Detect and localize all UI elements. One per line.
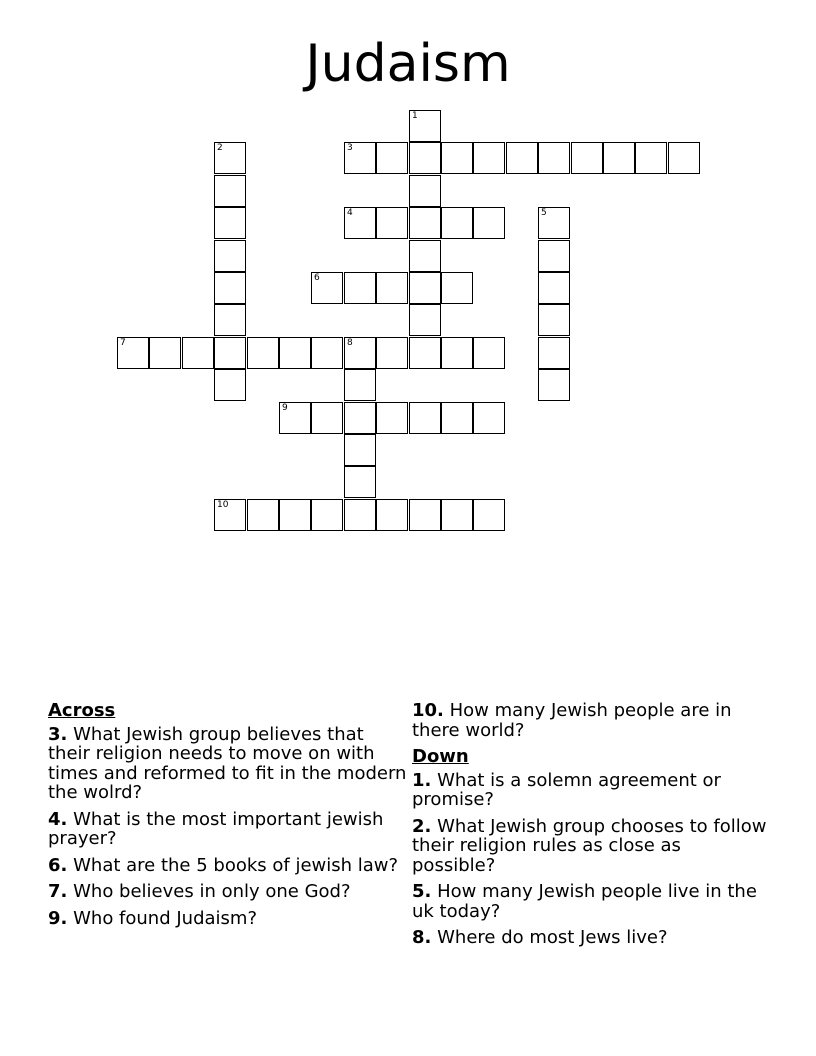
crossword-cell[interactable] — [409, 240, 441, 272]
clue-down-1 — [412, 771, 767, 810]
crossword-cell[interactable] — [441, 142, 473, 174]
crossword-cell[interactable] — [603, 142, 635, 174]
crossword-cell[interactable] — [344, 402, 376, 434]
crossword-cell[interactable] — [214, 142, 246, 174]
crossword-cell[interactable] — [538, 337, 570, 369]
clue-text: How many Jewish people are in there world? — [412, 700, 732, 741]
cell-number: 6 — [314, 273, 320, 283]
clue-number: 9. — [48, 907, 68, 929]
crossword-cell[interactable] — [311, 402, 343, 434]
crossword-cell[interactable] — [344, 207, 376, 239]
down-heading: Down — [412, 746, 469, 767]
clue-text: Who believes in only one God? — [73, 881, 351, 902]
clue-across-10 — [412, 701, 767, 740]
crossword-cell[interactable] — [182, 337, 214, 369]
crossword-cell[interactable] — [376, 272, 408, 304]
crossword-cell[interactable] — [376, 499, 408, 531]
clues-left-column — [48, 701, 408, 935]
crossword-cell[interactable] — [247, 337, 279, 369]
crossword-cell[interactable] — [538, 142, 570, 174]
clue-text: How many Jewish people live in the uk today? — [412, 881, 757, 922]
crossword-cell[interactable] — [344, 142, 376, 174]
clue-text: Where do most Jews live? — [437, 927, 668, 948]
clue-down-5 — [412, 882, 767, 921]
clue-text: Who found Judaism? — [73, 907, 258, 929]
crossword-cell[interactable] — [344, 272, 376, 304]
clue-number: 6. — [48, 854, 68, 876]
crossword-cell[interactable] — [214, 240, 246, 272]
crossword-cell[interactable] — [344, 337, 376, 369]
cell-number: 7 — [120, 338, 126, 348]
crossword-cell[interactable] — [279, 337, 311, 369]
across-heading: Across — [48, 700, 116, 721]
crossword-cell[interactable] — [214, 337, 246, 369]
clue-across-6 — [48, 856, 408, 876]
clue-across-4 — [48, 810, 408, 849]
cell-number: 1 — [412, 111, 418, 121]
clue-number: 1. — [412, 769, 432, 791]
crossword-cell[interactable] — [409, 337, 441, 369]
clues-right-column — [412, 701, 767, 955]
clue-number: 10. — [412, 700, 444, 721]
clue-number: 2. — [412, 815, 432, 837]
crossword-cell[interactable] — [635, 142, 667, 174]
crossword-cell[interactable] — [117, 337, 149, 369]
clue-text: What are the 5 books of jewish law? — [73, 854, 399, 876]
crossword-cell[interactable] — [538, 207, 570, 239]
crossword-cell[interactable] — [441, 337, 473, 369]
clue-number: 7. — [48, 881, 68, 902]
clue-text: What Jewish group chooses to follow their religion rules as close as possible? — [412, 815, 767, 876]
page-title: Judaism — [305, 34, 511, 94]
crossword-cell[interactable] — [344, 466, 376, 498]
crossword-cell[interactable] — [441, 272, 473, 304]
crossword-cell[interactable] — [409, 304, 441, 336]
crossword-cell[interactable] — [473, 499, 505, 531]
cell-number: 10 — [217, 500, 229, 510]
crossword-cell[interactable] — [538, 240, 570, 272]
clue-text: What is a solemn agreement or promise? — [412, 769, 721, 810]
cell-number: 4 — [347, 208, 353, 218]
crossword-cell[interactable] — [668, 142, 700, 174]
crossword-cell[interactable] — [214, 272, 246, 304]
crossword-cell[interactable] — [473, 402, 505, 434]
crossword-cell[interactable] — [376, 142, 408, 174]
crossword-cell[interactable] — [344, 434, 376, 466]
crossword-cell[interactable] — [441, 402, 473, 434]
cell-number: 2 — [217, 143, 223, 153]
crossword-cell[interactable] — [571, 142, 603, 174]
crossword-cell[interactable] — [311, 272, 343, 304]
cell-number: 8 — [347, 338, 353, 348]
crossword-cell[interactable] — [311, 337, 343, 369]
crossword-cell[interactable] — [473, 337, 505, 369]
cell-number: 5 — [541, 208, 547, 218]
crossword-cell[interactable] — [149, 337, 181, 369]
clue-across-9 — [48, 909, 408, 929]
crossword-cell[interactable] — [279, 402, 311, 434]
crossword-cell[interactable] — [376, 337, 408, 369]
clue-number: 8. — [412, 927, 432, 948]
clue-number: 4. — [48, 808, 68, 830]
crossword-cell[interactable] — [538, 369, 570, 401]
crossword-cell[interactable] — [538, 272, 570, 304]
crossword-cell[interactable] — [214, 369, 246, 401]
crossword-cell[interactable] — [409, 142, 441, 174]
crossword-cell[interactable] — [214, 175, 246, 207]
clue-down-2 — [412, 817, 767, 876]
crossword-cell[interactable] — [214, 207, 246, 239]
crossword-cell[interactable] — [409, 402, 441, 434]
crossword-cell[interactable] — [538, 304, 570, 336]
clue-across-7 — [48, 882, 408, 902]
clue-across-3 — [48, 725, 408, 803]
cell-number: 9 — [282, 403, 288, 413]
crossword-cell[interactable] — [441, 499, 473, 531]
crossword-cell[interactable] — [376, 207, 408, 239]
crossword-cell[interactable] — [473, 142, 505, 174]
crossword-cell[interactable] — [409, 272, 441, 304]
crossword-cell[interactable] — [311, 499, 343, 531]
crossword-cell[interactable] — [409, 207, 441, 239]
crossword-cell[interactable] — [409, 110, 441, 142]
clue-number: 3. — [48, 723, 68, 745]
crossword-cell[interactable] — [247, 499, 279, 531]
clue-text: What is the most important jewish prayer? — [48, 808, 384, 849]
clue-number: 5. — [412, 881, 432, 902]
crossword-cell[interactable] — [344, 369, 376, 401]
crossword-cell[interactable] — [279, 499, 311, 531]
clue-down-8 — [412, 928, 767, 948]
crossword-cell[interactable] — [473, 207, 505, 239]
crossword-cell[interactable] — [344, 499, 376, 531]
cell-number: 3 — [347, 143, 353, 153]
crossword-cell[interactable] — [376, 402, 408, 434]
crossword-cell[interactable] — [409, 175, 441, 207]
crossword-cell[interactable] — [214, 304, 246, 336]
crossword-cell[interactable] — [214, 499, 246, 531]
crossword-cell[interactable] — [409, 499, 441, 531]
crossword-cell[interactable] — [506, 142, 538, 174]
clue-text: What Jewish group believes that their religion needs to move on with times and reformed to fit in the modern the wolrd? — [48, 723, 407, 803]
crossword-cell[interactable] — [441, 207, 473, 239]
